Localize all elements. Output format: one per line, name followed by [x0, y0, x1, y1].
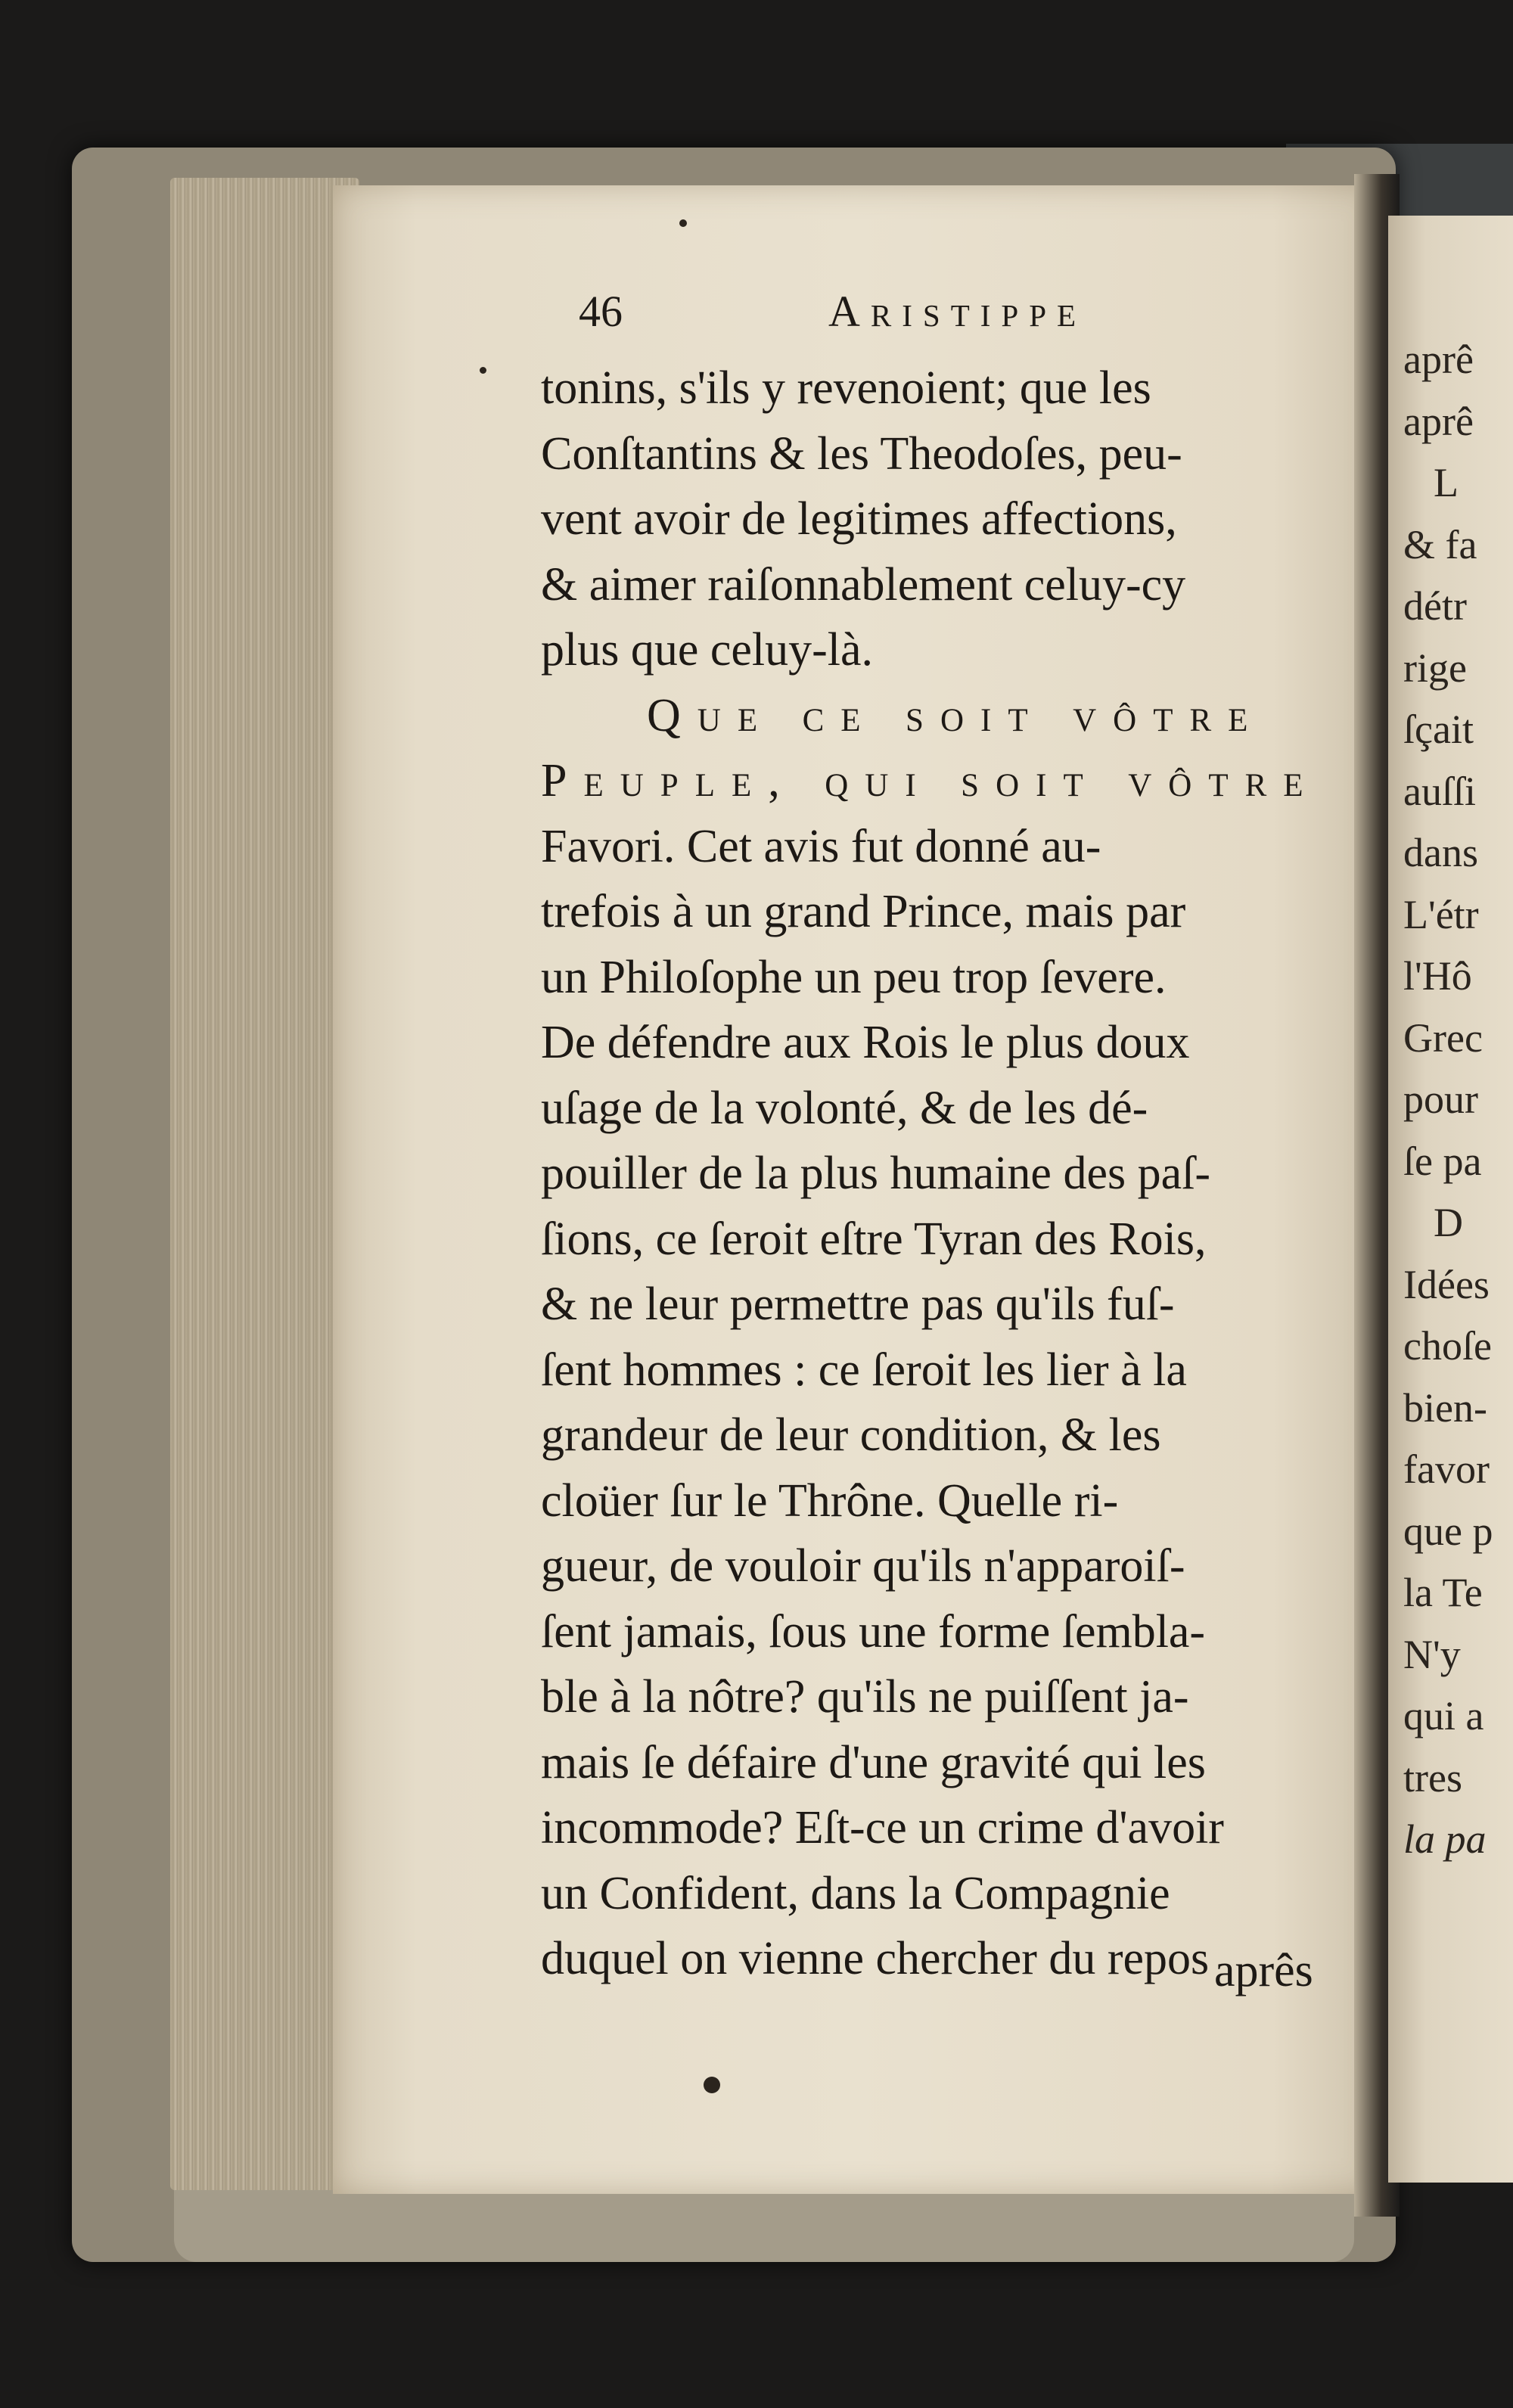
- text-line: gueur, de vouloir qu'ils n'apparoiſ-: [541, 1540, 1185, 1592]
- text-line: duquel on vienne chercher du repos: [541, 1933, 1210, 1984]
- facing-line: Idées: [1403, 1261, 1490, 1307]
- facing-line: la pa: [1403, 1816, 1487, 1862]
- text-line: un Confident, dans la Compagnie: [541, 1867, 1170, 1919]
- text-line: ſent jamais, ſous une forme ſembla-: [541, 1605, 1206, 1658]
- text-line: cloüer ſur le Thrône. Quelle ri-: [541, 1474, 1119, 1527]
- text-line: ble à la nôtre? qu'ils ne puiſſent ja-: [541, 1671, 1189, 1723]
- text-line: ſent hommes : ce ſeroit les lier à la: [541, 1344, 1187, 1396]
- facing-line: détr: [1403, 583, 1467, 629]
- facing-line: favor: [1403, 1446, 1490, 1492]
- facing-line: rige: [1403, 645, 1467, 691]
- facing-line: tres: [1403, 1754, 1462, 1801]
- facing-page: [1388, 216, 1513, 2183]
- facing-line: aprê: [1403, 337, 1474, 382]
- facing-line: Grec: [1403, 1014, 1483, 1061]
- page-header: [579, 286, 1335, 354]
- text-line: vent avoir de legitimes affections,: [541, 493, 1177, 545]
- facing-line: dans: [1403, 830, 1478, 875]
- ink-spot: [679, 219, 687, 227]
- catchword: aprês: [1214, 1945, 1313, 1996]
- facing-line: choſe: [1403, 1323, 1492, 1369]
- facing-line: que p: [1403, 1508, 1493, 1554]
- ink-spot: [704, 2077, 720, 2093]
- running-head: Aristippe: [828, 287, 1087, 336]
- facing-line: auſſi: [1403, 768, 1476, 814]
- facing-line: D: [1434, 1200, 1463, 1245]
- facing-page-text: [1403, 329, 1513, 1871]
- facing-line: L: [1434, 460, 1459, 505]
- text-line: mais ſe défaire d'une gravité qui les: [541, 1736, 1206, 1788]
- page-number: 46: [579, 287, 623, 336]
- text-line: ſions, ce ſeroit eſtre Tyran des Rois,: [541, 1213, 1207, 1265]
- facing-line: qui a: [1403, 1693, 1484, 1738]
- text-line: grandeur de leur condition, & les: [541, 1409, 1161, 1461]
- page-edges: [170, 178, 359, 2190]
- facing-line: l'Hô: [1403, 953, 1472, 999]
- text-line: uſage de la volonté, & de les dé-: [541, 1082, 1148, 1134]
- text-line: Favori. Cet avis fut donné au-: [541, 820, 1101, 872]
- text-line: De défendre aux Rois le plus doux: [541, 1017, 1190, 1068]
- facing-line: & fa: [1403, 521, 1477, 567]
- text-line: pouiller de la plus humaine des paſ-: [541, 1148, 1210, 1199]
- text-line: plus que celuy-là.: [541, 624, 874, 676]
- facing-line: pour: [1403, 1077, 1478, 1122]
- text-line: un Philoſophe un peu trop ſevere.: [541, 951, 1167, 1003]
- facing-line: bien-: [1403, 1384, 1487, 1431]
- text-line-small-caps: Que ce soit vôtre: [647, 689, 1265, 741]
- ink-spot: [480, 367, 486, 374]
- facing-line: la Te: [1403, 1570, 1483, 1615]
- facing-line: L'étr: [1403, 891, 1479, 937]
- text-line-small-caps: Peuple, qui soit vôtre: [541, 755, 1320, 806]
- text-line: incommode? Eſt-ce un crime d'avoir: [541, 1802, 1224, 1853]
- text-line: & aimer raiſonnablement celuy-cy: [541, 558, 1186, 611]
- facing-line: ſe pa: [1403, 1138, 1482, 1184]
- text-line: Conſtantins & les Theodoſes, peu-: [541, 427, 1182, 480]
- text-line: & ne leur permettre pas qu'ils fuſ-: [541, 1279, 1175, 1330]
- facing-line: N'y: [1403, 1631, 1461, 1677]
- facing-line: ſçait: [1403, 707, 1474, 752]
- text-line: tonins, s'ils y revenoient; que les: [541, 362, 1151, 414]
- facing-line: aprê: [1403, 398, 1474, 444]
- text-line: trefois à un grand Prince, mais par: [541, 886, 1186, 937]
- page-body-text: [541, 356, 1365, 1992]
